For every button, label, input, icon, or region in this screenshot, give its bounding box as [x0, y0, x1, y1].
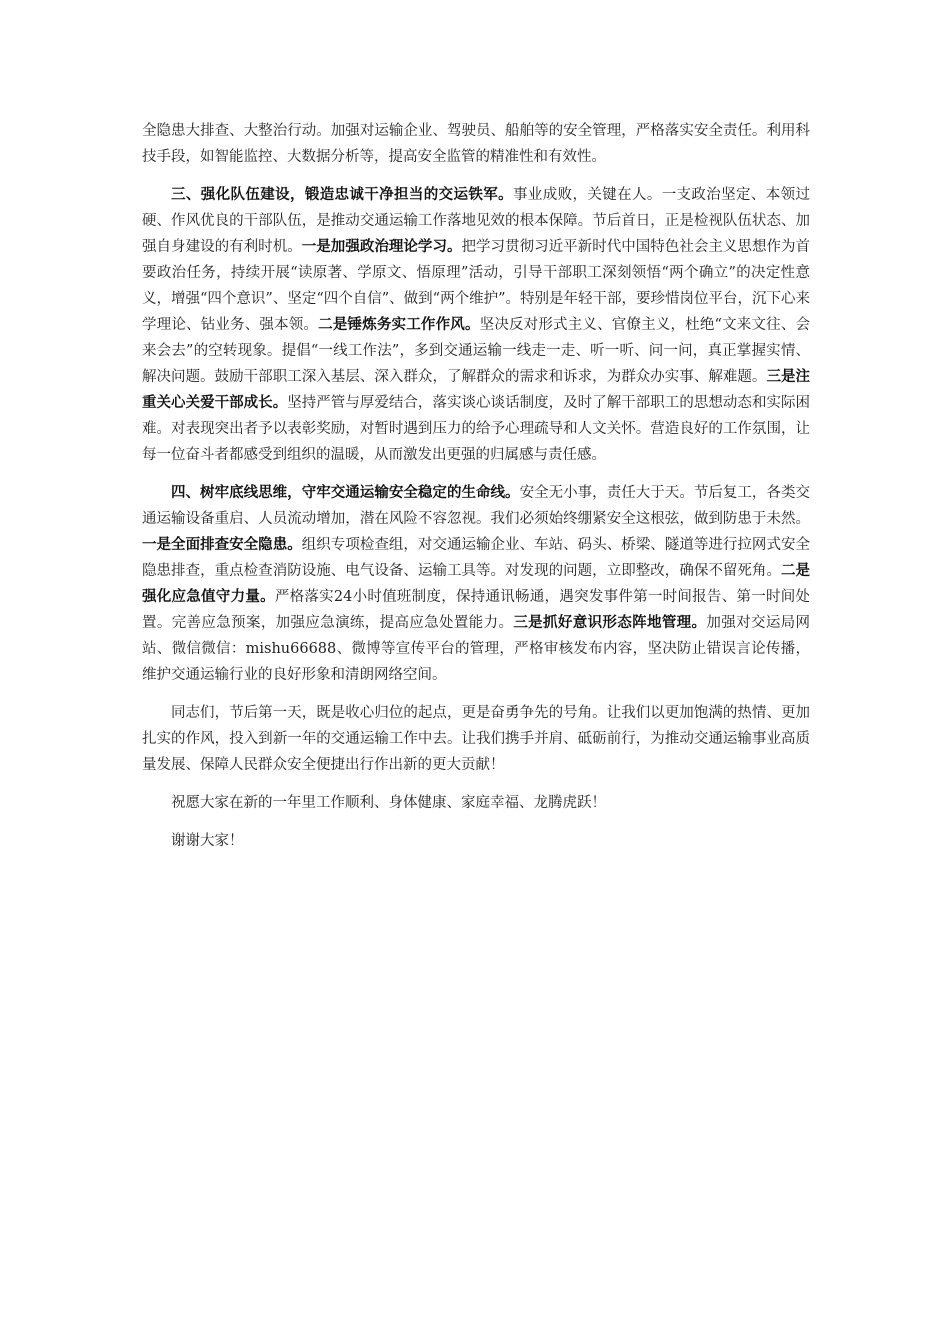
section-heading: 四、树牢底线思维，守牢交通运输安全稳定的生命线。 [171, 484, 520, 501]
paragraph-closing [142, 700, 810, 778]
point-heading: 二是锤炼务实工作作风。 [318, 316, 480, 333]
section-heading: 三、强化队伍建设，锻造忠诚干净担当的交运铁军。 [171, 186, 513, 203]
point-heading: 三是注重关心关爱干部成长。 [142, 368, 810, 411]
paragraph-text: 坚决反对形式主义、官僚主义，杜绝“文来文往、会来会去”的空转现象。提倡“一线工作法”，多到交通运输一线走一走、听一听、问一问，真正掌握实情、解决问题。鼓励干部职工深入基层、深入群众，了解群众的需求和诉求，为群众办实事、解难题。 [142, 317, 811, 385]
point-heading: 一是加强政治理论学习。 [301, 238, 462, 255]
paragraph-text: 安全无小事，责任大于天。节后复工，各类交通运输设备重启、人员流动增加，潜在风险不容忽视。我们必须始终绷紧安全这根弦，做到防患于未然。 [142, 485, 811, 527]
point-heading: 三是抓好意识形态阵地管理。 [513, 614, 707, 631]
paragraph-text: 同志们，节后第一天，既是收心归位的起点，更是奋勇争先的号角。让我们以更加饱满的热情、更加扎实的作风，投入到新一年的交通运输工作中去。让我们携手并肩、砥砺前行，为推动交通运输事业高质量发展、保障人民群众安全便捷出行作出新的更大贡献！ [142, 705, 810, 773]
paragraph-thanks [142, 828, 810, 854]
paragraph-wishes [142, 790, 810, 816]
paragraph-text: 把学习贯彻习近平新时代中国特色社会主义思想作为首要政治任务，持续开展“读原著、学原文、悟原理”活动，引导干部职工深刻领悟“两个确立”的决定性意义，增强“四个意识”、坚定“四个自信”、做到“两个维护”。特别是年轻干部，要珍惜岗位平台，沉下心来学理论、钻业务、强本领。 [142, 239, 811, 333]
paragraph-text: 组织专项检查组，对交通运输企业、车站、码头、桥梁、隧道等进行拉网式安全隐患排查，重点检查消防设施、电气设备、运输工具等。对发现的问题，立即整改，确保不留死角。 [142, 537, 811, 579]
document-page [142, 118, 810, 866]
paragraph-team-building [142, 182, 810, 468]
paragraph-text: 事业成败，关键在人。一支政治坚定、本领过硬、作风优良的干部队伍，是推动交通运输工作落地见效的根本保障。节后首日，正是检视队伍状态、加强自身建设的有利时机。 [142, 187, 811, 255]
paragraph-text: 坚持严管与厚爱结合，落实谈心谈话制度，及时了解干部职工的思想动态和实际困难。对表现突出者予以表彰奖励，对暂时遇到压力的给予心理疏导和人文关怀。营造良好的工作氛围，让每一位奋斗者都感受到组织的温暖，从而激发出更强的归属感与责任感。 [142, 395, 811, 463]
paragraph-text: 祝愿大家在新的一年里工作顺利、身体健康、家庭幸福、龙腾虎跃！ [171, 795, 606, 811]
point-heading: 二是强化应急值守力量。 [142, 562, 811, 605]
paragraph-safety-checks [142, 118, 810, 170]
point-heading: 一是全面排查安全隐患。 [142, 536, 302, 553]
paragraph-safety-bottom-line [142, 480, 810, 688]
paragraph-text: 加强对交运局网站、微信微信：mishu66688、微博等宣传平台的管理，严格审核发布内容，坚决防止错误言论传播，维护交通运输行业的良好形象和清朗网络空间。 [142, 615, 811, 683]
paragraph-text: 谢谢大家！ [171, 833, 244, 849]
paragraph-text: 全隐患大排查、大整治行动。加强对运输企业、驾驶员、船舶等的安全管理，严格落实安全责任。利用科技手段，如智能监控、大数据分析等，提高安全监管的精准性和有效性。 [142, 123, 810, 165]
paragraph-text: 严格落实24小时值班制度，保持通讯畅通，遇突发事件第一时间报告、第一时间处置。完善应急预案，加强应急演练，提高应急处置能力。 [142, 589, 811, 631]
